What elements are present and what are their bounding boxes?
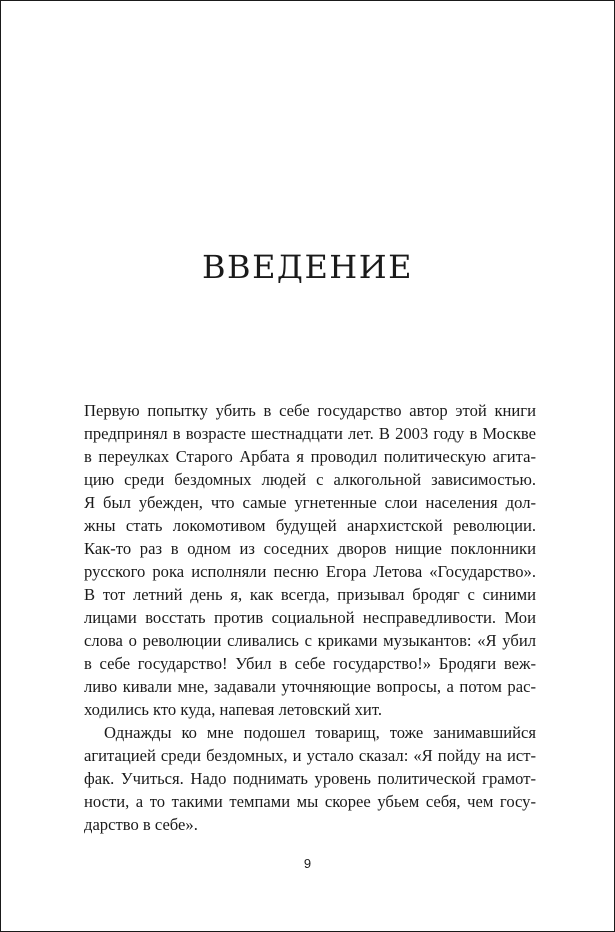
text-line: слова о революции сливались с криками музыкантов: «Я убил <box>84 631 536 650</box>
text-line: Первую попытку убить в себе государство автор этой книги <box>84 401 536 420</box>
text-line: лицами восстать против социальной несправедливости. Мои <box>84 608 536 627</box>
chapter-title: ВВЕДЕНИЕ <box>202 248 413 286</box>
text-line: ходились кто куда, напевая летовский хит. <box>84 700 382 719</box>
text-line: дарство в себе». <box>84 815 198 834</box>
text-line: русского рока исполняли песню Егора Летова «Государство». <box>84 562 536 581</box>
text-line: ности, а то такими темпами мы скорее убьем себя, чем госу- <box>84 792 536 811</box>
paragraph <box>84 399 536 721</box>
page-number: 9 <box>303 856 312 871</box>
text-line: жны стать локомотивом будущей анархистской революции. <box>84 516 536 535</box>
text-line: Однажды ко мне подошел товарищ, тоже занимавшийся <box>104 723 536 742</box>
text-line: в себе государство! Убил в себе государство!» Бродяги веж- <box>84 654 536 673</box>
text-line: агитацией среди бездомных, и устало сказал: «Я пойду на ист- <box>84 746 536 765</box>
paragraph <box>84 721 536 836</box>
text-line: Как-то раз в одном из соседних дворов нищие поклонники <box>84 539 536 558</box>
text-line: ливо кивали мне, задавали уточняющие вопросы, а потом рас- <box>84 677 536 696</box>
text-line: в переулках Старого Арбата я проводил политическую агита- <box>84 447 536 466</box>
text-line: фак. Учиться. Надо поднимать уровень политической грамот- <box>84 769 536 788</box>
text-line: цию среди бездомных людей с алкогольной зависимостью. <box>84 470 536 489</box>
text-line: предпринял в возрасте шестнадцати лет. В 2003 году в Москве <box>84 424 536 443</box>
text-line: В тот летний день я, как всегда, призывал бродяг с синими <box>84 585 536 604</box>
body-text <box>84 399 536 836</box>
text-line: Я был убежден, что самые угнетенные слои населения дол- <box>84 493 536 512</box>
